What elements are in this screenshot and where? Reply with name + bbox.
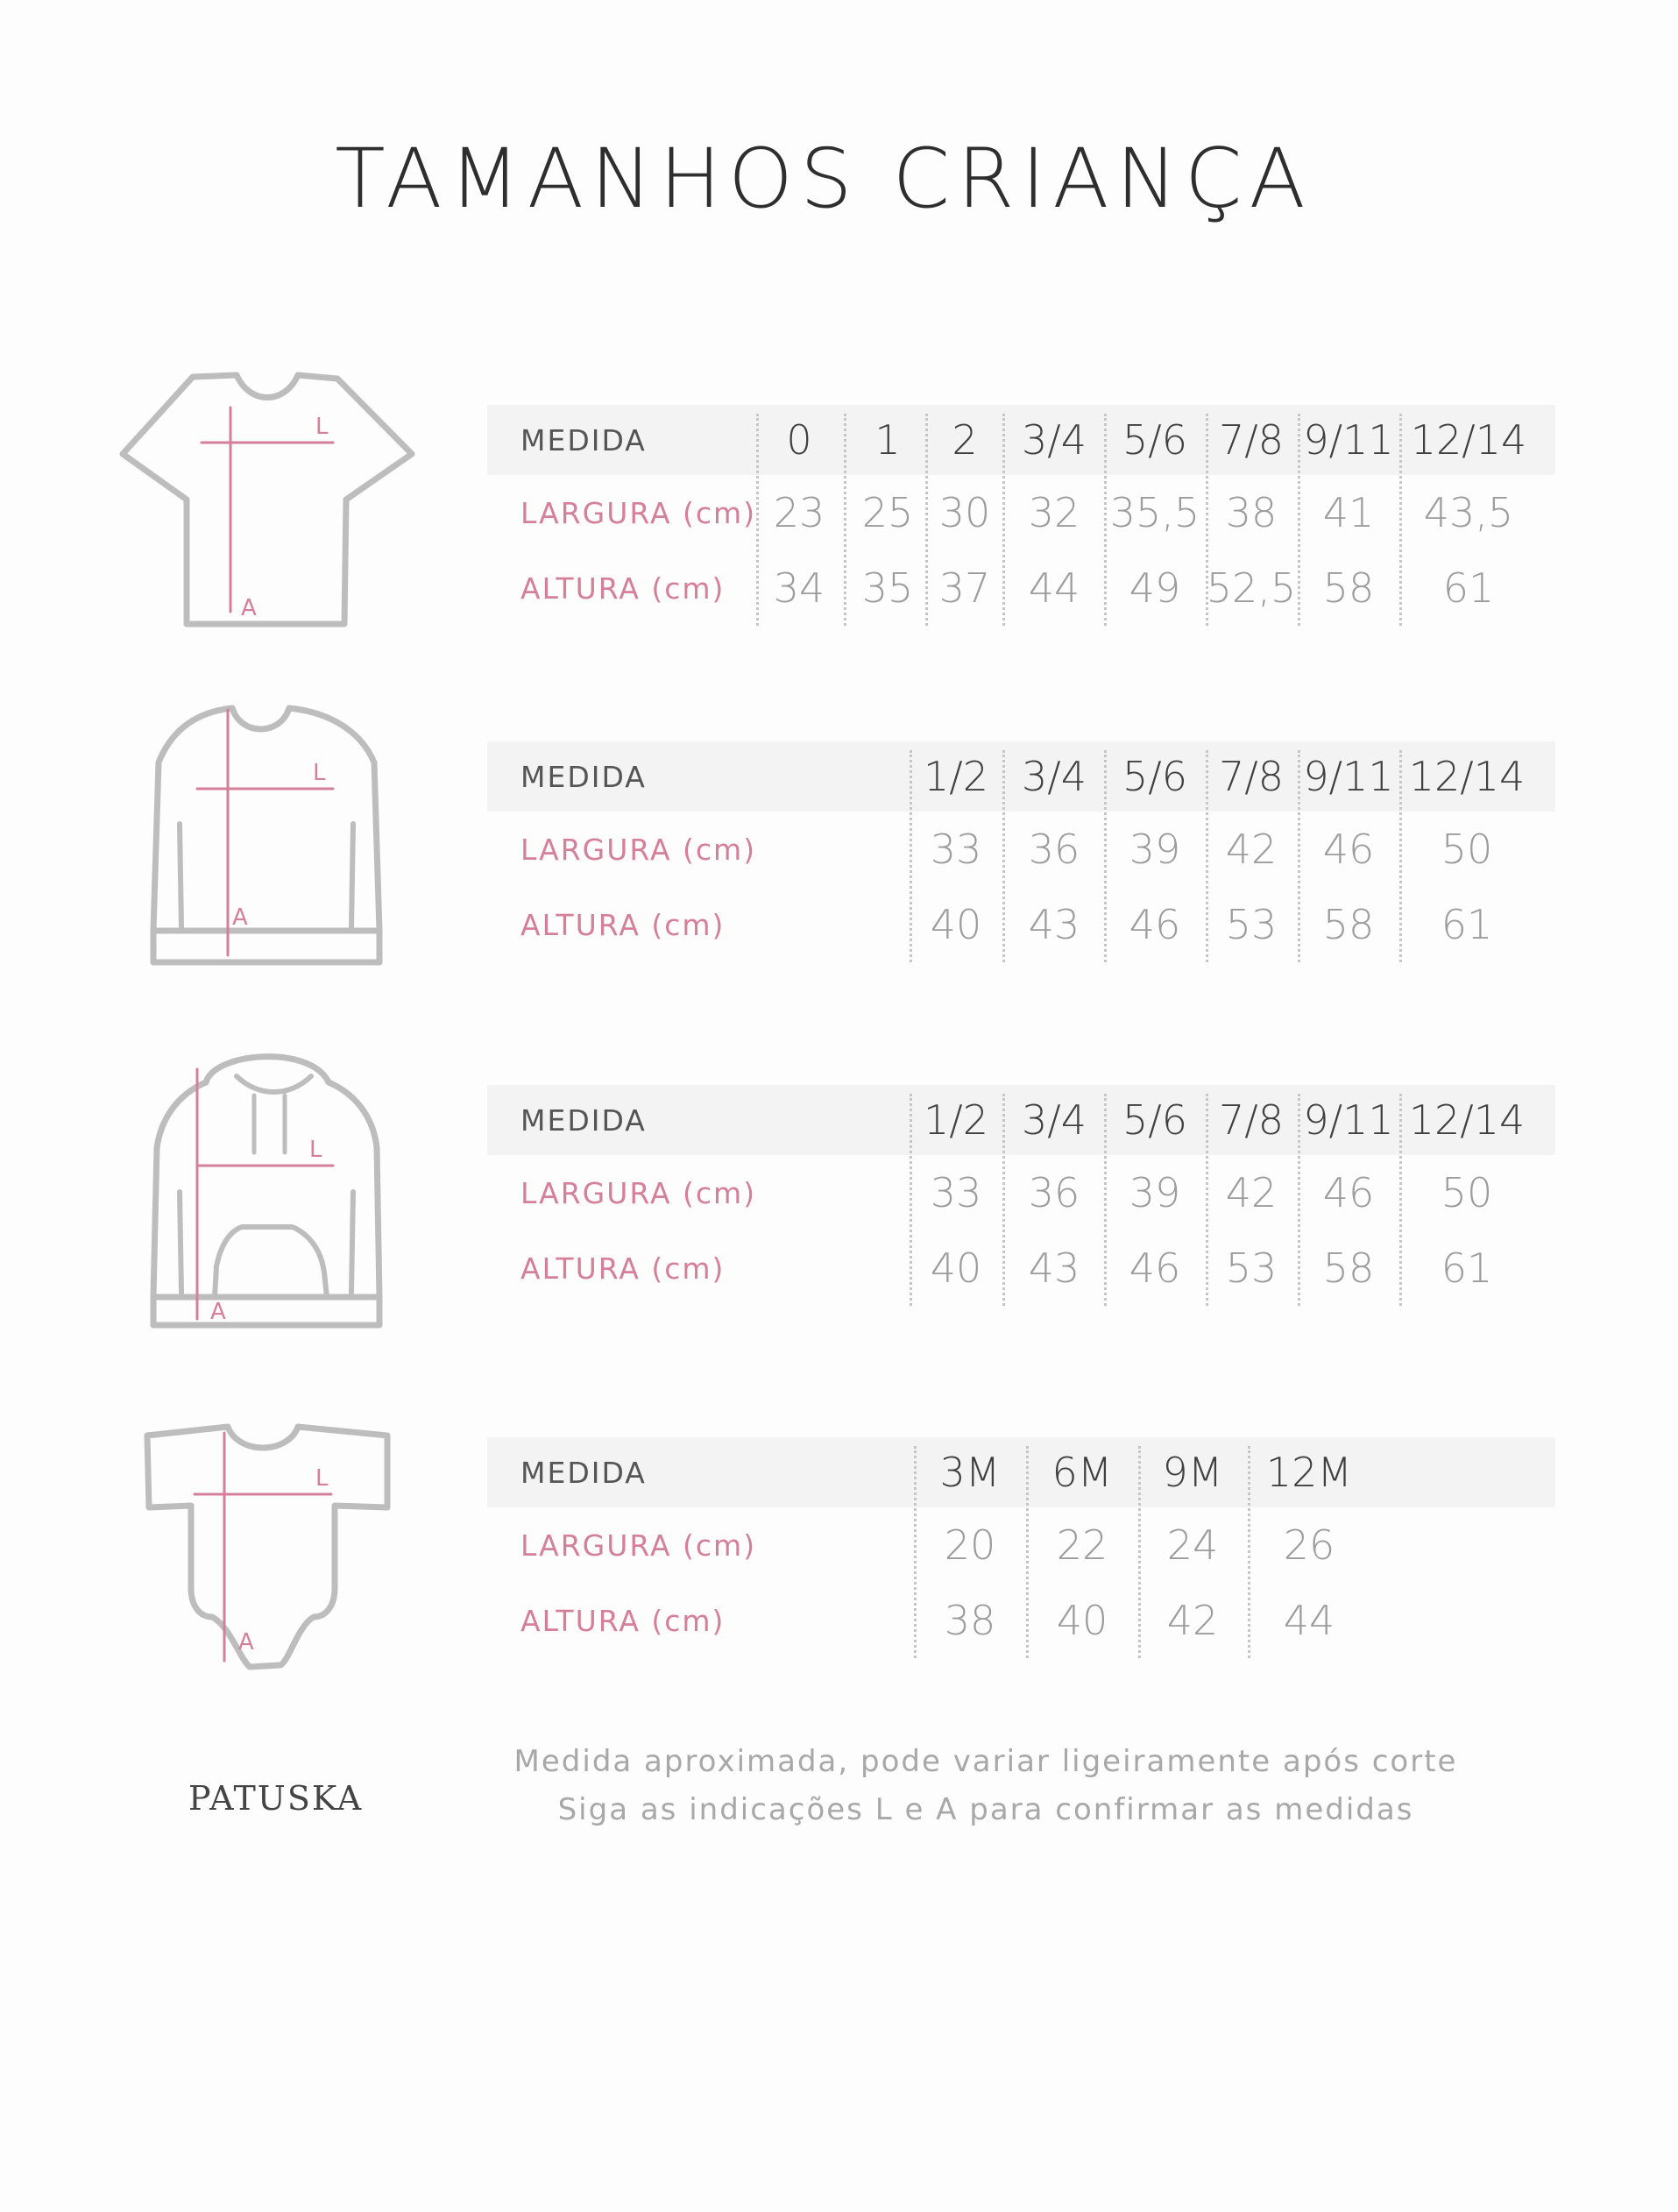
width-row-cell: 42 (1225, 826, 1278, 873)
height-row-cell: 44 (1283, 1597, 1335, 1644)
note-instructions: Siga as indicações L e A para confirmar as medidas (557, 1792, 1414, 1827)
size-row (487, 1085, 1555, 1155)
width-row-cell: 43,5 (1423, 489, 1514, 536)
size-row-cell: 6M (1051, 1449, 1113, 1496)
size-row-cell: 12/14 (1408, 1096, 1526, 1144)
width-row-cell: 50 (1441, 1169, 1493, 1216)
height-row-label: ALTURA (cm) (520, 1603, 726, 1638)
sweatshirt-icon (145, 701, 390, 968)
height-row-cell: 34 (773, 564, 825, 612)
height-row-cell: 61 (1441, 1244, 1493, 1292)
column-separator (1002, 414, 1005, 626)
size-row-cell: 3/4 (1021, 753, 1087, 800)
column-separator (1399, 1094, 1402, 1306)
height-row-cell: 43 (1028, 901, 1080, 948)
size-table-sweatshirt (487, 741, 1555, 962)
width-marker: L (315, 414, 329, 440)
width-row-cell: 36 (1028, 826, 1080, 873)
width-row-cell: 20 (944, 1521, 996, 1569)
height-row-cell: 58 (1322, 564, 1375, 612)
width-row-cell: 39 (1129, 826, 1181, 873)
size-table-bodysuit (487, 1437, 1555, 1658)
size-table-hoodie (487, 1085, 1555, 1306)
width-row-cell: 25 (861, 489, 914, 536)
width-row-cell: 46 (1322, 826, 1375, 873)
size-row (487, 405, 1555, 475)
width-row-cell: 38 (1225, 489, 1278, 536)
size-table-tshirt (487, 405, 1555, 626)
size-row-cell: 0 (786, 416, 812, 464)
column-separator (1399, 414, 1402, 626)
height-row-cell: 44 (1028, 564, 1080, 612)
width-marker: L (315, 1465, 329, 1492)
column-separator (914, 1446, 917, 1658)
size-row-label: MEDIDA (520, 422, 647, 457)
height-row-cell: 46 (1129, 1244, 1181, 1292)
height-row-cell: 42 (1166, 1597, 1219, 1644)
size-row-label: MEDIDA (520, 759, 647, 794)
bodysuit-icon (140, 1420, 403, 1674)
size-row-cell: 5/6 (1122, 416, 1188, 464)
note-approximate: Medida aproximada, pode variar ligeiramente após corte (513, 1744, 1458, 1779)
column-separator (910, 1094, 912, 1306)
height-row-cell: 46 (1129, 901, 1181, 948)
height-row (487, 1230, 1555, 1306)
size-row-cell: 7/8 (1218, 416, 1285, 464)
height-row-cell: 52,5 (1206, 564, 1297, 612)
column-separator (1104, 750, 1107, 962)
width-row-cell: 30 (938, 489, 991, 536)
height-marker: A (238, 1629, 254, 1655)
height-row-cell: 38 (944, 1597, 996, 1644)
width-row-cell: 39 (1129, 1169, 1181, 1216)
column-separator (1248, 1446, 1250, 1658)
height-row-cell: 58 (1322, 1244, 1375, 1292)
height-row-label: ALTURA (cm) (520, 907, 726, 942)
size-row (487, 1437, 1555, 1507)
height-row-label: ALTURA (cm) (520, 571, 726, 606)
width-row-cell: 36 (1028, 1169, 1080, 1216)
height-row-label: ALTURA (cm) (520, 1251, 726, 1286)
width-row-cell: 46 (1322, 1169, 1375, 1216)
width-row-cell: 32 (1028, 489, 1080, 536)
page-title: TAMANHOS CRIANÇA (335, 131, 1313, 227)
height-row (487, 1583, 1555, 1658)
size-row-cell: 3/4 (1021, 1096, 1087, 1144)
width-row (487, 1507, 1555, 1583)
column-separator (1002, 1094, 1005, 1306)
size-row-cell: 1 (874, 416, 901, 464)
height-marker: A (241, 595, 257, 621)
width-row-cell: 50 (1441, 826, 1493, 873)
width-row-cell: 24 (1166, 1521, 1219, 1569)
height-row-cell: 61 (1441, 901, 1493, 948)
width-row-cell: 23 (773, 489, 825, 536)
column-separator (1399, 750, 1402, 962)
size-row-cell: 5/6 (1122, 753, 1188, 800)
height-row-cell: 40 (930, 901, 982, 948)
height-row-cell: 53 (1225, 1244, 1278, 1292)
height-row-cell: 43 (1028, 1244, 1080, 1292)
width-row-cell: 26 (1283, 1521, 1335, 1569)
size-row-label: MEDIDA (520, 1102, 647, 1138)
width-marker: L (313, 760, 326, 786)
size-row-cell: 1/2 (923, 1096, 989, 1144)
size-row-label: MEDIDA (520, 1455, 647, 1490)
width-row-label: LARGURA (cm) (520, 495, 757, 530)
width-row-cell: 33 (930, 1169, 982, 1216)
brand-logo: PATUSKA (188, 1779, 364, 1818)
size-row-cell: 7/8 (1218, 1096, 1285, 1144)
width-row-cell: 35,5 (1109, 489, 1200, 536)
column-separator (1206, 750, 1208, 962)
column-separator (756, 414, 759, 626)
height-row-cell: 37 (938, 564, 991, 612)
height-row-cell: 61 (1442, 564, 1495, 612)
width-row-cell: 22 (1056, 1521, 1108, 1569)
width-row-cell: 33 (930, 826, 982, 873)
height-row (487, 887, 1555, 962)
width-row-cell: 41 (1322, 489, 1375, 536)
height-marker: A (210, 1299, 226, 1325)
size-row-cell: 3/4 (1021, 416, 1087, 464)
width-row (487, 1155, 1555, 1230)
column-separator (1104, 414, 1107, 626)
size-row-cell: 1/2 (923, 753, 989, 800)
height-row-cell: 40 (1056, 1597, 1108, 1644)
height-row-cell: 49 (1129, 564, 1181, 612)
size-row-cell: 12M (1265, 1449, 1353, 1496)
width-row-cell: 42 (1225, 1169, 1278, 1216)
width-row-label: LARGURA (cm) (520, 1175, 757, 1210)
size-row-cell: 7/8 (1218, 753, 1285, 800)
size-row-cell: 9/11 (1303, 416, 1394, 464)
size-row-cell: 9/11 (1303, 1096, 1394, 1144)
column-separator (1138, 1446, 1141, 1658)
column-separator (1104, 1094, 1107, 1306)
column-separator (1002, 750, 1005, 962)
size-row-cell: 5/6 (1122, 1096, 1188, 1144)
height-row-cell: 58 (1322, 901, 1375, 948)
column-separator (910, 750, 912, 962)
size-row-cell: 12/14 (1410, 416, 1527, 464)
column-separator (1298, 750, 1300, 962)
tshirt-icon (118, 368, 416, 631)
height-marker: A (232, 904, 248, 931)
width-row-label: LARGURA (cm) (520, 1528, 757, 1563)
width-row-label: LARGURA (cm) (520, 832, 757, 867)
column-separator (1026, 1446, 1029, 1658)
column-separator (1298, 414, 1300, 626)
height-row-cell: 40 (930, 1244, 982, 1292)
column-separator (844, 414, 846, 626)
column-separator (1206, 414, 1208, 626)
size-row (487, 741, 1555, 812)
width-marker: L (309, 1137, 322, 1163)
size-row-cell: 9M (1162, 1449, 1223, 1496)
column-separator (1298, 1094, 1300, 1306)
column-separator (925, 414, 928, 626)
width-row (487, 475, 1555, 550)
size-row-cell: 3M (939, 1449, 1001, 1496)
hoodie-icon (145, 1043, 390, 1332)
size-row-cell: 9/11 (1303, 753, 1394, 800)
height-row-cell: 35 (861, 564, 914, 612)
height-row-cell: 53 (1225, 901, 1278, 948)
height-row (487, 550, 1555, 626)
width-row (487, 812, 1555, 887)
column-separator (1206, 1094, 1208, 1306)
size-row-cell: 2 (952, 416, 978, 464)
size-row-cell: 12/14 (1408, 753, 1526, 800)
